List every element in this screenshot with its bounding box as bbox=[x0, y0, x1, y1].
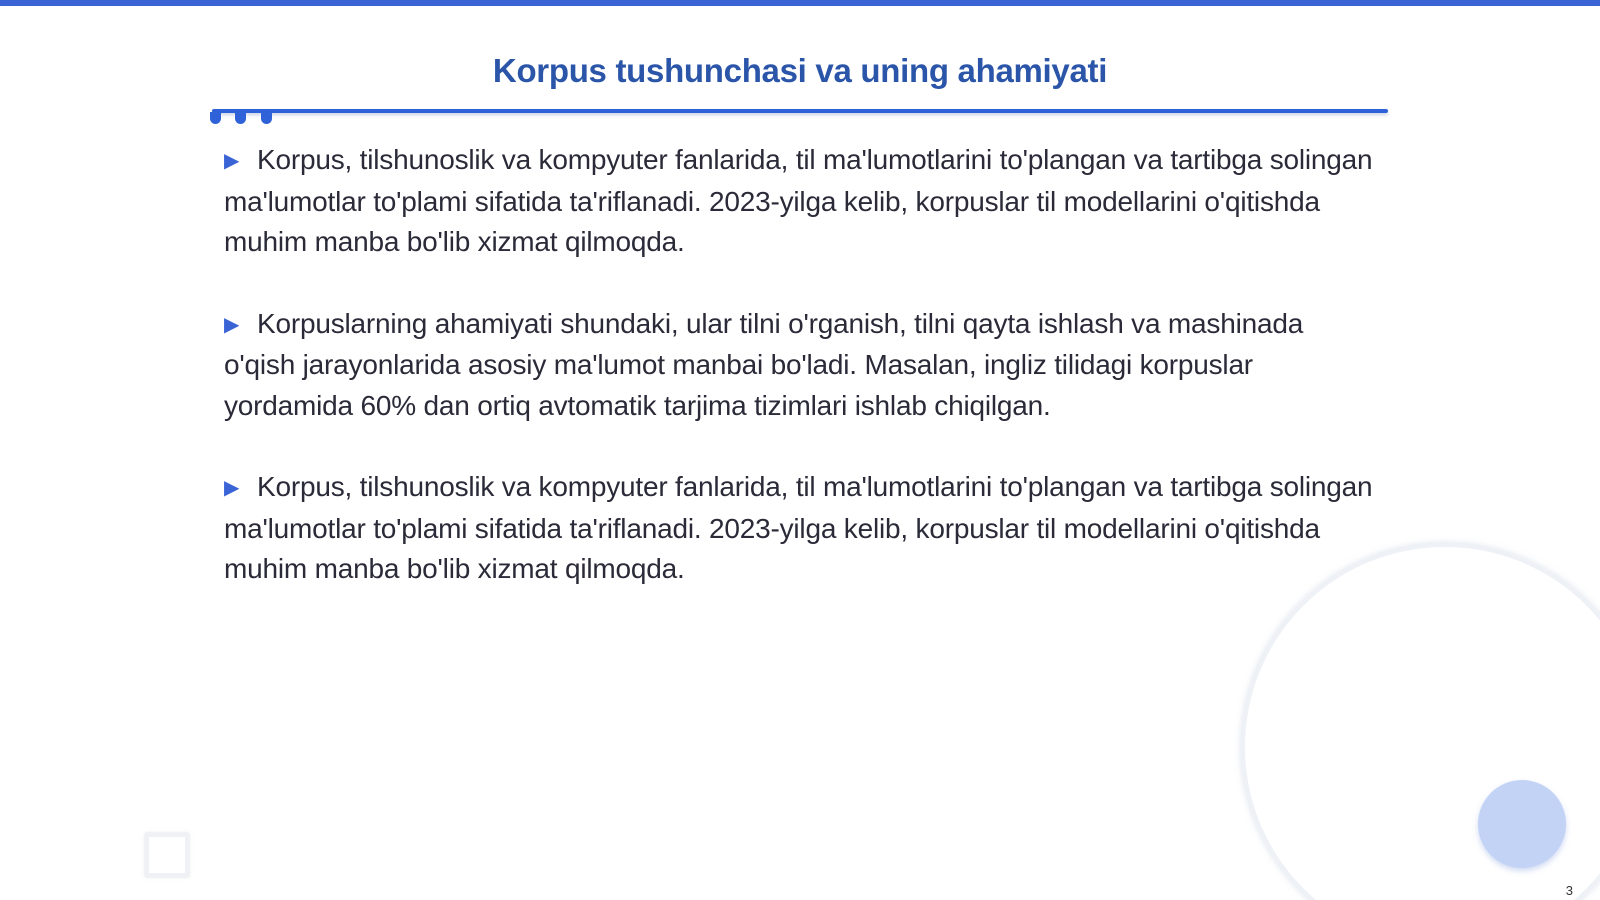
title-underline bbox=[212, 109, 1388, 113]
bullet-paragraph bbox=[224, 304, 1374, 427]
top-accent-bar bbox=[0, 0, 1600, 6]
bullet-triangle-icon: ▶ bbox=[224, 313, 240, 336]
bullet-paragraph bbox=[224, 140, 1374, 263]
paragraph-text: Korpus, tilshunoslik va kompyuter fanlarida, til ma'lumotlarini to'plangan va tartibga solingan ma'lumotlar to'plami sifatida ta'riflanadi. 2023-yilga kelib, korpuslar til modellarini o'qitishda muhim manba bo'lib xizmat qilmoqda. bbox=[224, 144, 1373, 257]
paragraph-text: Korpus, tilshunoslik va kompyuter fanlarida, til ma'lumotlarini to'plangan va tartibga solingan ma'lumotlar to'plami sifatida ta'riflanadi. 2023-yilga kelib, korpuslar til modellarini o'qitishda muhim manba bo'lib xizmat qilmoqda. bbox=[224, 471, 1373, 584]
page-number: 3 bbox=[1565, 883, 1573, 898]
underline-dot bbox=[235, 112, 246, 124]
slide-content bbox=[224, 140, 1374, 631]
bullet-triangle-icon: ▶ bbox=[224, 477, 240, 499]
underline-dot bbox=[210, 112, 221, 124]
bullet-paragraph bbox=[224, 467, 1374, 590]
decorative-square bbox=[145, 833, 189, 877]
underline-dot bbox=[261, 112, 272, 124]
bullet-triangle-icon: ▶ bbox=[224, 150, 240, 172]
paragraph-text: Korpuslarning ahamiyati shundaki, ular tilni o'rganish, tilni qayta ishlash va mashinada o'qish jarayonlarida asosiy ma'lumot manbai bo'ladi. Masalan, ingliz tilidagi korpuslar yordamida 60% dan ortiq avtomatik tarjima tizimlari ishlab chiqilgan. bbox=[224, 307, 1304, 421]
decorative-circle bbox=[1478, 780, 1566, 868]
slide-title: Korpus tushunchasi va uning ahamiyati bbox=[492, 52, 1108, 89]
